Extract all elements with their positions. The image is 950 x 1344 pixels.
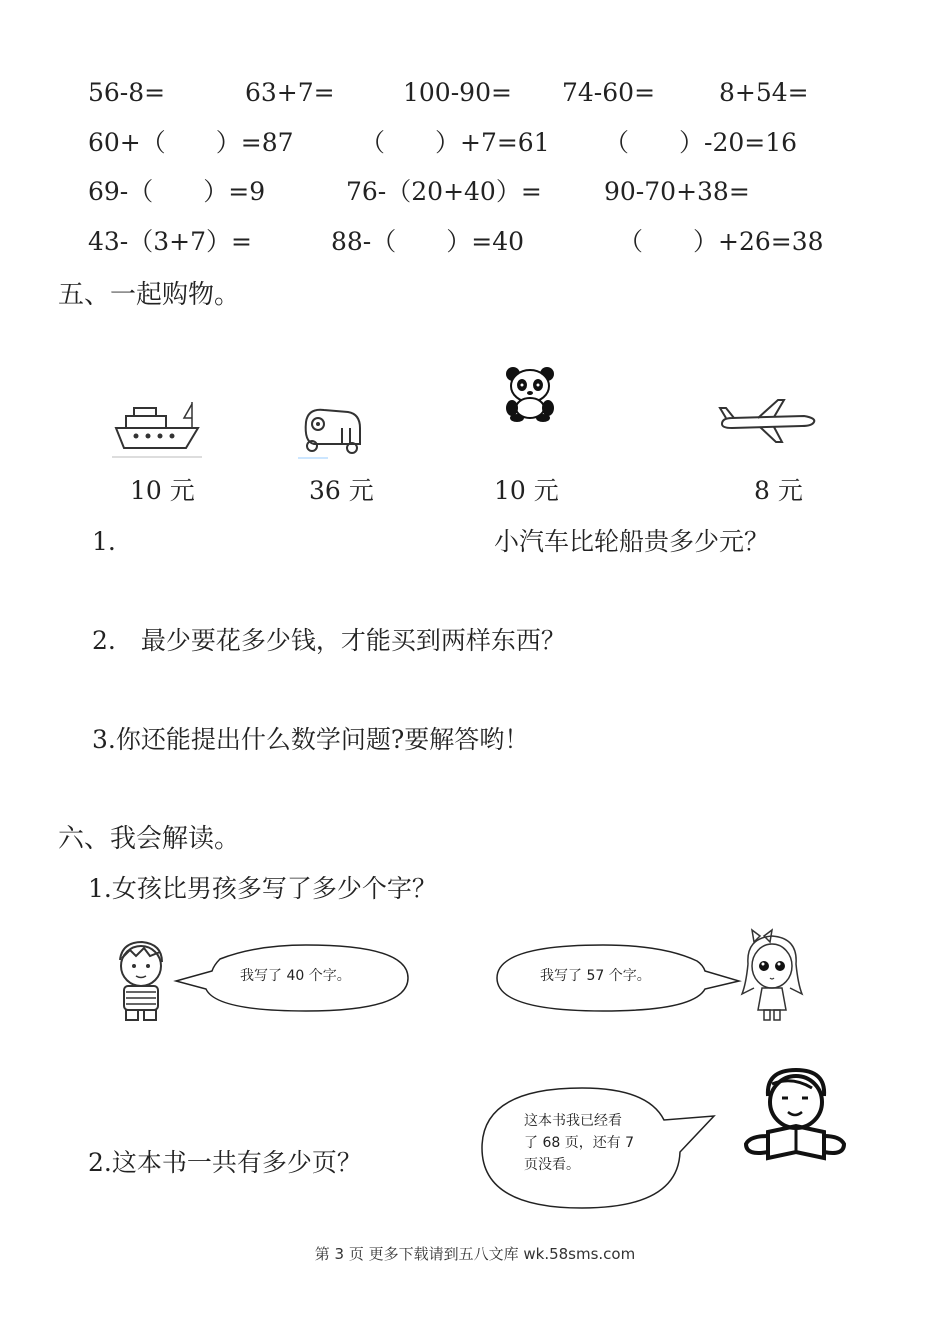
girl-icon	[740, 928, 804, 1024]
boy-icon	[106, 938, 176, 1024]
equation: 100-90=	[403, 78, 512, 107]
equation: 56-8=	[88, 78, 166, 107]
reading-boy-icon	[742, 1066, 848, 1162]
bubble-text: 我写了 40 个字。	[240, 968, 351, 984]
equation: 74-60=	[562, 78, 656, 107]
question: 2.这本书一共有多少页？	[88, 1148, 362, 1177]
question-number: 1.	[92, 527, 116, 556]
bubble-text: 我写了 57 个字。	[540, 968, 651, 984]
equation: （ ）+7=61	[360, 128, 550, 157]
section-title: 五、一起购物。	[58, 280, 241, 310]
page-footer: 第 3 页 更多下载请到五八文库 wk.58sms.com	[314, 1245, 636, 1263]
equation: 8+54=	[719, 78, 809, 107]
question: 3.你还能提出什么数学问题?要解答哟！	[92, 725, 530, 754]
question: 1.女孩比男孩多写了多少个字？	[88, 874, 437, 903]
price-label: 10 元	[494, 476, 559, 505]
equation: 88-（ ）=40	[331, 227, 525, 256]
airplane-icon	[718, 398, 818, 444]
bubble-text: 这本书我已经看	[524, 1113, 622, 1129]
equation: （ ）-20=16	[604, 128, 798, 157]
equation: 76-（20+40）=	[346, 177, 542, 206]
equation: 63+7=	[245, 78, 335, 107]
toy-car-icon	[298, 402, 366, 462]
section-title: 六、我会解读。	[58, 824, 241, 854]
question: 2. 最少要花多少钱，才能买到两样东西？	[92, 626, 566, 655]
panda-icon	[503, 366, 557, 422]
equation: 69-（ ）=9	[88, 177, 266, 206]
bubble-text: 页没看。	[524, 1157, 580, 1173]
equation: （ ）+26=38	[618, 227, 824, 256]
equation: 43-（3+7）=	[88, 227, 252, 256]
ship-icon	[112, 398, 204, 460]
price-label: 10 元	[130, 476, 195, 505]
question: 小汽车比轮船贵多少元？	[494, 527, 770, 556]
bubble-text: 了 68 页，还有 7	[524, 1135, 635, 1151]
equation: 60+（ ）=87	[88, 128, 294, 157]
equation: 90-70+38=	[604, 177, 750, 206]
price-label: 8 元	[754, 476, 803, 505]
price-label: 36 元	[309, 476, 374, 505]
